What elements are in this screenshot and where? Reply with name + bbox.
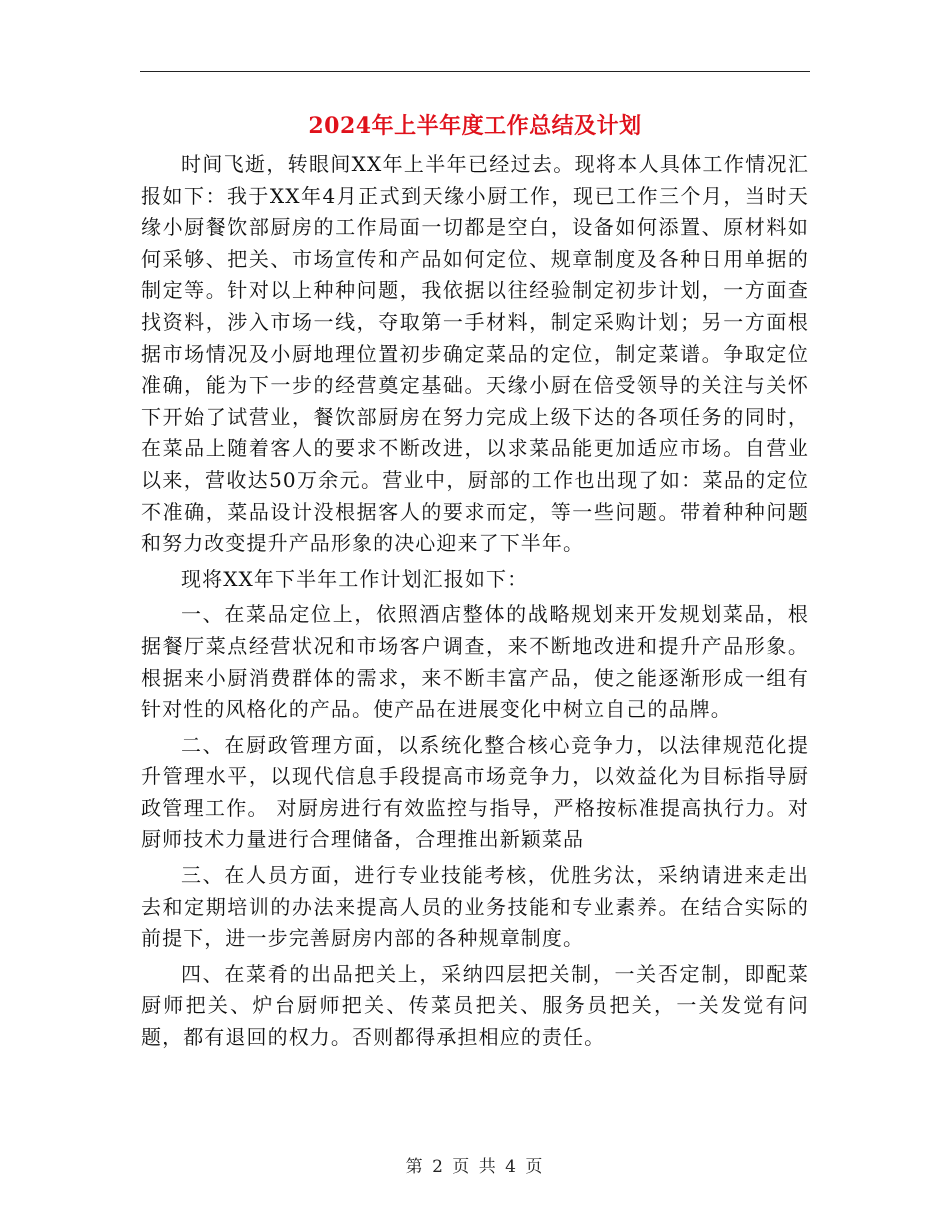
- paragraph-summary: 时间飞逝，转眼间XX年上半年已经过去。现将本人具体工作情况汇报如下：我于XX年4月正式到天缘小厨工作，现已工作三个月，当时天缘小厨餐饮部厨房的工作局面一切都是空白，设备如何添置、原材料如何采够、把关、市场宣传和产品如何定位、规章制度及各种日用单据的制定等。针对以上种种问题，我依据以往经验制定初步计划，一方面查找资料，涉入市场一线，夺取第一手材料，制定采购计划；另一方面根据市场情况及小厨地理位置初步确定菜品的定位，制定菜谱。争取定位准确，能为下一步的经营奠定基础。天缘小厨在倍受领导的关注与关怀下开始了试营业，餐饮部厨房在努力完成上级下达的各项任务的同时，在菜品上随着客人的要求不断改进，以求菜品能更加适应市场。自营业以来，营收达50万余元。营业中，厨部的工作也出现了如：菜品的定位不准确，菜品设计没根据客人的要求而定，等一些问题。带着种种问题和努力改变提升产品形象的决心迎来了下半年。: [141, 152, 809, 556]
- page-number-footer: 第 2 页 共 4 页: [405, 1157, 545, 1177]
- paragraph-plan-intro: 现将XX年下半年工作计划汇报如下：: [181, 566, 529, 591]
- paragraph-plan-item-2: 二、在厨政管理方面，以系统化整合核心竞争力，以法律规范化提升管理水平，以现代信息手段提高市场竞争力，以效益化为目标指导厨政管理工作。 对厨房进行有效监控与指导，严格按标准提高执行力。对厨师技术力量进行合理储备，合理推出新颖菜品: [141, 732, 809, 852]
- header-rule: [140, 71, 810, 72]
- document-title: 2024年上半年度工作总结及计划: [308, 113, 642, 139]
- document-body: [141, 149, 809, 1058]
- paragraph-plan-item-4: 四、在菜肴的出品把关上，采纳四层把关制，一关否定制，即配菜厨师把关、炉台厨师把关、传菜员把关、服务员把关，一关发觉有问题，都有退回的权力。否则都得承担相应的责任。: [141, 961, 809, 1050]
- paragraph-plan-item-1: 一、在菜品定位上，依照酒店整体的战略规划来开发规划菜品，根据餐厅菜点经营状况和市场客户调查，来不断地改进和提升产品形象。根据来小厨消费群体的需求，来不断丰富产品，使之能逐渐形成一组有针对性的风格化的产品。使产品在进展变化中树立自己的品牌。: [141, 602, 809, 722]
- paragraph-plan-item-3: 三、在人员方面，进行专业技能考核，优胜劣汰，采纳请进来走出去和定期培训的办法来提高人员的业务技能和专业素养。在结合实际的前提下，进一步完善厨房内部的各种规章制度。: [141, 863, 809, 951]
